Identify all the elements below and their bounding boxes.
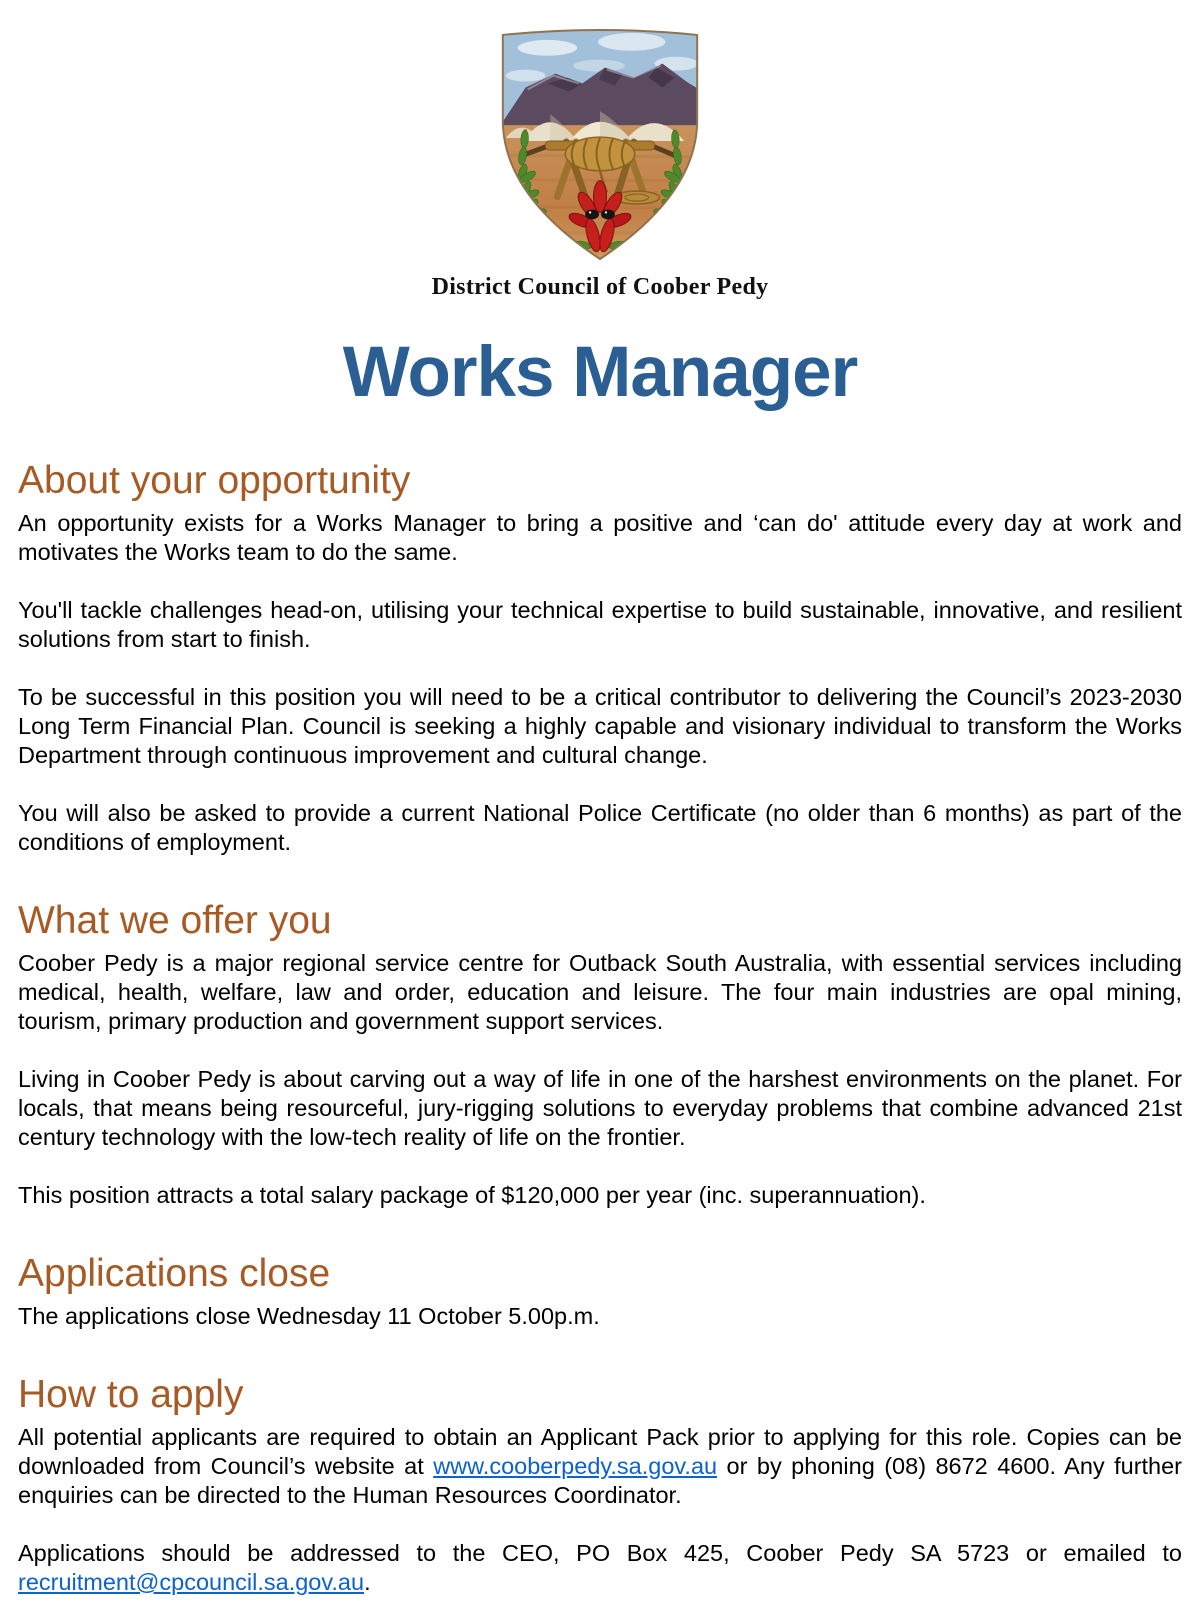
website-link[interactable]: www.cooberpedy.sa.gov.au bbox=[433, 1453, 718, 1479]
page-title: Works Manager bbox=[342, 333, 858, 412]
council-crest-icon bbox=[487, 26, 713, 264]
paragraph-offer-3: This position attracts a total salary package of $120,000 per year (inc. superannuation). bbox=[18, 1182, 926, 1208]
email-link[interactable]: recruitment@cpcouncil.sa.gov.au bbox=[18, 1569, 365, 1595]
section-heading-how-to-apply: How to apply bbox=[18, 1373, 244, 1416]
apply-1-text-pre: All potential applicants are required to obtain an Applicant Pack prior to applying for this role. Copies can be downloaded from Council’s website at bbox=[18, 1424, 1182, 1479]
paragraph-offer-1: Coober Pedy is a major regional service centre for Outback South Australia, with essential services including medical, health, welfare, law and order, education and leisure. The four main industries are opal mining, tourism, primary production and government support services. bbox=[18, 950, 1182, 1034]
apply-1-text-post: or by phoning (08) 8672 4600. Any further enquiries can be directed to the Human Resources Coordinator. bbox=[18, 1453, 1183, 1508]
paragraph-apply-2 bbox=[18, 1539, 1182, 1597]
paragraph-about-2: You'll tackle challenges head-on, utilising your technical expertise to build sustainable, innovative, and resilient solutions from start to finish. bbox=[18, 597, 1182, 652]
paragraph-about-3: To be successful in this position you will need to be a critical contributor to delivering the Council’s 2023-2030 Long Term Financial Plan. Council is seeking a highly capable and visionary individual to transform the Works Department through continuous improvement and cultural change. bbox=[18, 684, 1182, 768]
section-heading-applications-close: Applications close bbox=[18, 1252, 331, 1295]
paragraph-offer-2: Living in Coober Pedy is about carving out a way of life in one of the harshest environments on the planet. For locals, that means being resourceful, jury-rigging solutions to everyday problems that combine advanced 21st century technology with the low-tech reality of life on the frontier. bbox=[18, 1066, 1182, 1150]
apply-2-text-pre: Applications should be addressed to the CEO, PO Box 425, Coober Pedy SA 5723 or emailed to bbox=[18, 1540, 1182, 1566]
section-heading-offer: What we offer you bbox=[18, 899, 332, 942]
apply-2-text-post: . bbox=[364, 1569, 371, 1595]
paragraph-applications-close: The applications close Wednesday 11 October 5.00p.m. bbox=[18, 1303, 600, 1329]
paragraph-apply-1 bbox=[18, 1423, 1182, 1510]
paragraph-about-1: An opportunity exists for a Works Manager to bring a positive and ‘can do' attitude every day at work and motivates the Works team to do the same. bbox=[18, 510, 1182, 565]
paragraph-about-4: You will also be asked to provide a current National Police Certificate (no older than 6 months) as part of the conditions of employment. bbox=[18, 800, 1182, 855]
logo-caption: District Council of Coober Pedy bbox=[431, 274, 769, 300]
section-heading-about: About your opportunity bbox=[18, 459, 411, 502]
logo-block bbox=[18, 26, 1182, 301]
